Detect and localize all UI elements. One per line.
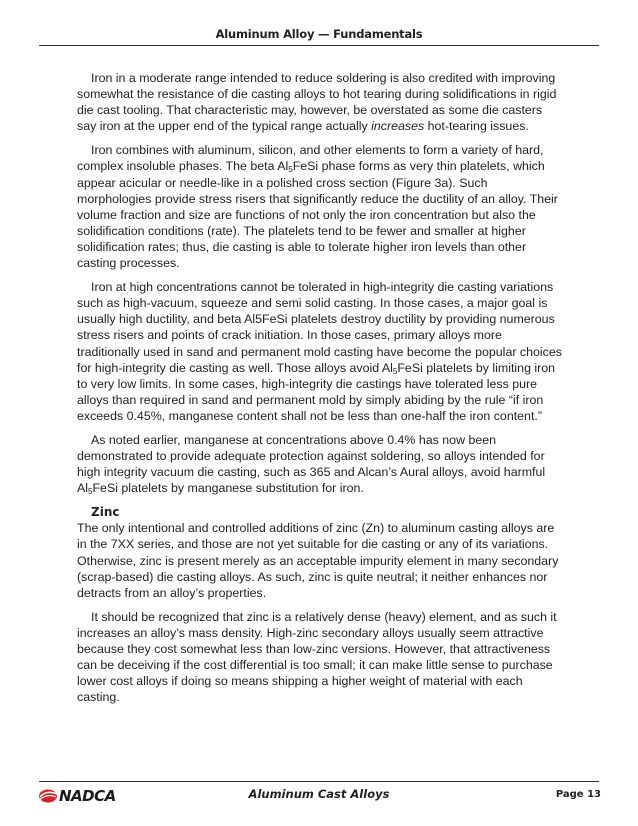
section-heading-zinc: Zinc bbox=[91, 505, 120, 520]
emphasis-text: increases bbox=[371, 119, 425, 134]
subscript: 5 bbox=[392, 366, 398, 376]
subscript: 5 bbox=[288, 165, 293, 175]
page-number: Page 13 bbox=[555, 789, 601, 800]
header-divider bbox=[39, 45, 599, 46]
paragraph-text: Iron combines with aluminum, silicon, and other elements to form a variety of hard, complex insoluble phases. The beta Al bbox=[77, 143, 544, 174]
paragraph-text: Iron in a moderate range intended to reduce soldering is also credited with improving somewhat the resistance of die casting alloys to hot tearing during solidifications in rigid die cast tooling. That characteristic may, however, be overstated as some die casters say iron at the upper end of the typical range actually bbox=[77, 71, 557, 134]
paragraph-text: As noted earlier, manganese at concentrations above 0.4% has now been demonstrated to provide adequate protection against soldering, so alloys intended for high integrity vacuum die casting, such as 365 and Alcan’s Aural alloys, avoid harmful Al bbox=[77, 432, 546, 496]
body-text bbox=[77, 70, 562, 713]
paragraph-text: hot-tearing issues. bbox=[424, 119, 529, 134]
subscript: 5 bbox=[88, 487, 93, 497]
footer-divider bbox=[39, 781, 599, 782]
logo-text: NADCA bbox=[59, 787, 116, 805]
running-footer-title: Aluminum Cast Alloys bbox=[248, 787, 390, 801]
paragraph-iron-phases bbox=[77, 142, 562, 271]
running-header-title: Aluminum Alloy — Fundamentals bbox=[215, 27, 423, 41]
paragraph-text: Iron at high concentrations cannot be tolerated in high-integrity die casting variations such as high-vacuum, squeeze and semi solid casting. In those cases, a major goal is usually high ductility, and beta Al5FeSi platelets destroy ductility by providing numerous stress risers and points of crack initiation. In those cases, primary alloys more traditionally used in sand and permanent mold casting have become the popular choices for high-integrity die casting as well. Those alloys avoid Al bbox=[77, 280, 562, 375]
paragraph-iron-hot-tearing bbox=[77, 70, 562, 134]
paragraph-text: FeSi phase forms as very thin platelets, which appear acicular or needle-like in a polished cross section (Figure 3a). Such morphologies provide stress risers that significantly reduce the ductility of an alloy. Their volume fraction and size are functions of not only the iron concentration but also the solidification conditions (rate). The platelets tend to be fewer and smaller at higher solidification rates; thus, die casting is able to tolerate higher iron levels than other casting processes. bbox=[77, 159, 558, 271]
paragraph-text: FeSi platelets by limiting iron to very low limits. In some cases, high-integrity die castings have tolerated less pure alloys than required in sand and permanent mold by simply abiding by the rule “if iron exceeds 0.45%, manganese content shall not be less than one-half the iron content.” bbox=[77, 360, 556, 423]
paragraph-text: FeSi platelets by manganese substitution for iron. bbox=[92, 481, 364, 496]
paragraph-zinc-additions: The only intentional and controlled additions of zinc (Zn) to aluminum casting alloys are in the 7XX series, and those are not yet suitable for die casting or any of its variations. Otherwise, zinc is present merely as an acceptable impurity element in many secondary (scrap-based) die casting alloys. As such, zinc is quite neutral; it neither enhances nor detracts from an alloy’s properties. bbox=[77, 521, 559, 600]
paragraph-zinc-density: It should be recognized that zinc is a relatively dense (heavy) element, and as such it increases an alloy’s mass density. High-zinc secondary alloys usually seem attractive because they cost somewhat less than low-zinc versions. However, that attractiveness can be deceiving if the cost differential is too small; it can make little sense to purchase lower cost alloys if doing so means shipping a higher weight of material with each casting. bbox=[77, 609, 557, 705]
paragraph-high-integrity bbox=[77, 279, 562, 424]
paragraph-manganese bbox=[77, 432, 562, 496]
